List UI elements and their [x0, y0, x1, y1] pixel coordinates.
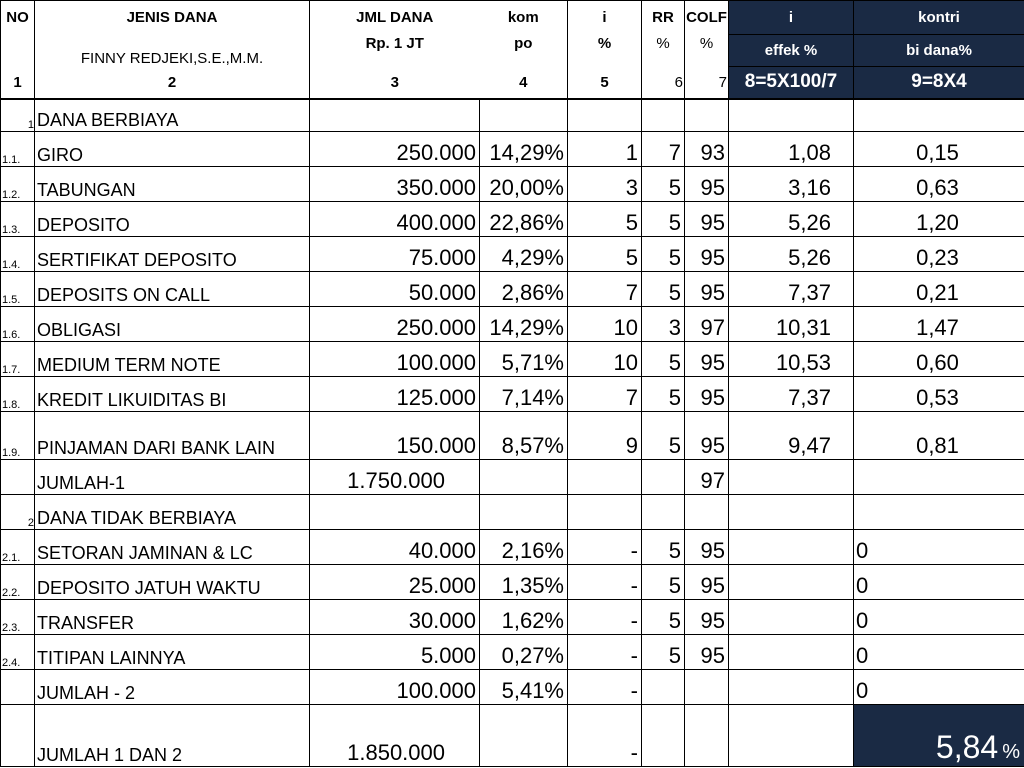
row-rr: 5: [642, 600, 685, 635]
row-jenis-dana: TRANSFER: [35, 600, 310, 635]
row-no: 1.2.: [1, 167, 35, 202]
row-i-effek: 7,37: [729, 272, 854, 307]
table-row: [1, 132, 1024, 167]
row-rr: 5: [642, 202, 685, 237]
row-colf: 95: [685, 600, 729, 635]
row-rr: 7: [642, 132, 685, 167]
row-jml-dana: 250.000: [310, 132, 480, 167]
colnum-9-formula: 9=8X4: [854, 67, 1024, 99]
row-kontribusi: 0,15: [854, 132, 1024, 167]
row-no: 1.5.: [1, 272, 35, 307]
row-interest: 3: [568, 167, 642, 202]
row-interest: -: [568, 565, 642, 600]
row-colf: 95: [685, 342, 729, 377]
section-1-no: 1: [1, 99, 35, 132]
row-jml-dana: 75.000: [310, 237, 480, 272]
row-i-effek: 9,47: [729, 412, 854, 460]
row-jml-dana: 250.000: [310, 307, 480, 342]
jumlah-1-jml: 1.750.000: [310, 460, 480, 495]
row-i-effek-empty: [729, 635, 854, 670]
table-row: [1, 600, 1024, 635]
row-komposisi: 1,35%: [480, 565, 568, 600]
header-rr: RR: [642, 1, 685, 35]
row-i-effek-empty: [729, 565, 854, 600]
table-row: [1, 565, 1024, 600]
row-kontribusi: 0: [854, 600, 1024, 635]
row-interest: 5: [568, 237, 642, 272]
row-rr: 5: [642, 635, 685, 670]
row-jenis-dana: TABUNGAN: [35, 167, 310, 202]
row-interest: -: [568, 530, 642, 565]
jumlah-2-kom: 5,41%: [480, 670, 568, 705]
row-jenis-dana: OBLIGASI: [35, 307, 310, 342]
row-no: 1.8.: [1, 377, 35, 412]
row-jenis-dana: TITIPAN LAINNYA: [35, 635, 310, 670]
row-colf: 93: [685, 132, 729, 167]
jumlah-2-label: JUMLAH - 2: [35, 670, 310, 705]
row-jenis-dana: SERTIFIKAT DEPOSITO: [35, 237, 310, 272]
table-row: [1, 412, 1024, 460]
row-jenis-dana: DEPOSITO: [35, 202, 310, 237]
row-no: 1.9.: [1, 412, 35, 460]
header-colf-pct: %: [685, 35, 729, 67]
row-i-effek: 5,26: [729, 202, 854, 237]
total-i: -: [568, 705, 642, 767]
row-no: 2.2.: [1, 565, 35, 600]
table-row: [1, 530, 1024, 565]
row-jml-dana: 30.000: [310, 600, 480, 635]
row-jml-dana: 40.000: [310, 530, 480, 565]
table-row: [1, 272, 1024, 307]
row-colf: 97: [685, 307, 729, 342]
row-jenis-dana: GIRO: [35, 132, 310, 167]
row-no: 1.1.: [1, 132, 35, 167]
jumlah-2-jml: 100.000: [310, 670, 480, 705]
row-no: 1.6.: [1, 307, 35, 342]
row-komposisi: 22,86%: [480, 202, 568, 237]
row-colf: 95: [685, 530, 729, 565]
row-kontribusi: 0: [854, 565, 1024, 600]
row-i-effek: 10,31: [729, 307, 854, 342]
header-no: NO: [1, 1, 35, 35]
header-effek-pct: effek %: [729, 35, 854, 67]
row-komposisi: 4,29%: [480, 237, 568, 272]
table-row: [1, 342, 1024, 377]
header-rr-pct: %: [642, 35, 685, 67]
header-i: i: [568, 1, 642, 35]
row-jml-dana: 150.000: [310, 412, 480, 460]
row-jenis-dana: DEPOSITO JATUH WAKTU: [35, 565, 310, 600]
row-kontribusi: 0,60: [854, 342, 1024, 377]
row-no: 1.3.: [1, 202, 35, 237]
row-no: 1.7.: [1, 342, 35, 377]
colnum-8-formula: 8=5X100/7: [729, 67, 854, 99]
row-kontribusi: 0,23: [854, 237, 1024, 272]
row-rr: 5: [642, 342, 685, 377]
row-i-effek: 10,53: [729, 342, 854, 377]
jumlah-2-i: -: [568, 670, 642, 705]
header-bi-dana: bi dana%: [854, 35, 1024, 67]
row-i-effek: 7,37: [729, 377, 854, 412]
total-label: JUMLAH 1 DAN 2: [35, 705, 310, 767]
header-colf: COLF: [685, 1, 729, 35]
total-kontri-value: 5,84: [935, 729, 999, 765]
row-jml-dana: 400.000: [310, 202, 480, 237]
row-rr: 5: [642, 530, 685, 565]
row-kontribusi: 1,20: [854, 202, 1024, 237]
row-i-effek: 3,16: [729, 167, 854, 202]
table-row: [1, 377, 1024, 412]
total-kontri-cell: [854, 705, 1024, 767]
row-rr: 3: [642, 307, 685, 342]
row-jml-dana: 350.000: [310, 167, 480, 202]
row-i-effek: 5,26: [729, 237, 854, 272]
row-rr: 5: [642, 237, 685, 272]
row-interest: 7: [568, 272, 642, 307]
row-jml-dana: 125.000: [310, 377, 480, 412]
row-no: 2.3.: [1, 600, 35, 635]
row-rr: 5: [642, 565, 685, 600]
row-jenis-dana: MEDIUM TERM NOTE: [35, 342, 310, 377]
section-2-title: DANA TIDAK BERBIAYA: [35, 495, 310, 530]
header-kontri: kontri: [854, 1, 1024, 35]
row-interest: 7: [568, 377, 642, 412]
row-no: 1.4.: [1, 237, 35, 272]
total-kontri-unit: %: [1002, 741, 1020, 763]
row-komposisi: 2,86%: [480, 272, 568, 307]
row-jml-dana: 50.000: [310, 272, 480, 307]
row-interest: -: [568, 600, 642, 635]
row-i-effek-empty: [729, 600, 854, 635]
row-jenis-dana: PINJAMAN DARI BANK LAIN: [35, 412, 310, 460]
row-kontribusi: 1,47: [854, 307, 1024, 342]
row-rr: 5: [642, 412, 685, 460]
header-kom: kom: [480, 1, 568, 35]
row-colf: 95: [685, 412, 729, 460]
row-komposisi: 2,16%: [480, 530, 568, 565]
row-komposisi: 14,29%: [480, 132, 568, 167]
row-jml-dana: 5.000: [310, 635, 480, 670]
colnum-7: 7: [685, 67, 729, 99]
row-kontribusi: 0,21: [854, 272, 1024, 307]
colnum-4: 4: [480, 67, 568, 99]
table-row: [1, 237, 1024, 272]
row-rr: 5: [642, 272, 685, 307]
colnum-3: 3: [310, 67, 480, 99]
section-2-no: 2: [1, 495, 35, 530]
row-komposisi: 14,29%: [480, 307, 568, 342]
row-colf: 95: [685, 237, 729, 272]
header-kom-po: po: [480, 35, 568, 67]
row-colf: 95: [685, 272, 729, 307]
row-jenis-dana: KREDIT LIKUIDITAS BI: [35, 377, 310, 412]
section-1-title: DANA BERBIAYA: [35, 99, 310, 132]
row-kontribusi: 0,81: [854, 412, 1024, 460]
total-jml: 1.850.000: [310, 705, 480, 767]
colnum-5: 5: [568, 67, 642, 99]
row-i-effek-empty: [729, 530, 854, 565]
row-kontribusi: 0: [854, 635, 1024, 670]
rows-dana-berbiaya: [1, 132, 1024, 460]
row-no: 2.1.: [1, 530, 35, 565]
row-rr: 5: [642, 377, 685, 412]
header-i-effek: i: [729, 1, 854, 35]
row-interest: 5: [568, 202, 642, 237]
row-kontribusi: 0,53: [854, 377, 1024, 412]
header-jenis-dana: JENIS DANA: [35, 1, 310, 35]
row-kontribusi: 0: [854, 530, 1024, 565]
header-i-pct: %: [568, 35, 642, 67]
row-interest: 1: [568, 132, 642, 167]
row-interest: 10: [568, 342, 642, 377]
row-colf: 95: [685, 635, 729, 670]
table-row: [1, 202, 1024, 237]
colnum-2: 2: [35, 67, 310, 99]
row-colf: 95: [685, 565, 729, 600]
row-komposisi: 5,71%: [480, 342, 568, 377]
table-row: [1, 167, 1024, 202]
colnum-6: 6: [642, 67, 685, 99]
rows-dana-tidak-berbiaya: [1, 530, 1024, 670]
row-jenis-dana: DEPOSITS ON CALL: [35, 272, 310, 307]
header-jml-unit: Rp. 1 JT: [310, 35, 480, 67]
header-author: FINNY REDJEKI,S.E.,M.M.: [35, 35, 310, 67]
header-no-blank: [1, 35, 35, 67]
row-interest: -: [568, 635, 642, 670]
header-jml-dana: JML DANA: [310, 1, 480, 35]
row-jenis-dana: SETORAN JAMINAN & LC: [35, 530, 310, 565]
row-rr: 5: [642, 167, 685, 202]
row-jml-dana: 25.000: [310, 565, 480, 600]
row-komposisi: 20,00%: [480, 167, 568, 202]
row-komposisi: 0,27%: [480, 635, 568, 670]
row-no: 2.4.: [1, 635, 35, 670]
row-colf: 95: [685, 202, 729, 237]
row-jml-dana: 100.000: [310, 342, 480, 377]
row-interest: 10: [568, 307, 642, 342]
row-komposisi: 8,57%: [480, 412, 568, 460]
row-komposisi: 7,14%: [480, 377, 568, 412]
table-row: [1, 635, 1024, 670]
row-colf: 95: [685, 167, 729, 202]
jumlah-2-kontri: 0: [854, 670, 1024, 705]
row-i-effek: 1,08: [729, 132, 854, 167]
jumlah-1-label: JUMLAH-1: [35, 460, 310, 495]
colnum-1: 1: [1, 67, 35, 99]
table-row: [1, 307, 1024, 342]
jumlah-1-colf: 97: [685, 460, 729, 495]
row-interest: 9: [568, 412, 642, 460]
row-colf: 95: [685, 377, 729, 412]
row-komposisi: 1,62%: [480, 600, 568, 635]
row-kontribusi: 0,63: [854, 167, 1024, 202]
